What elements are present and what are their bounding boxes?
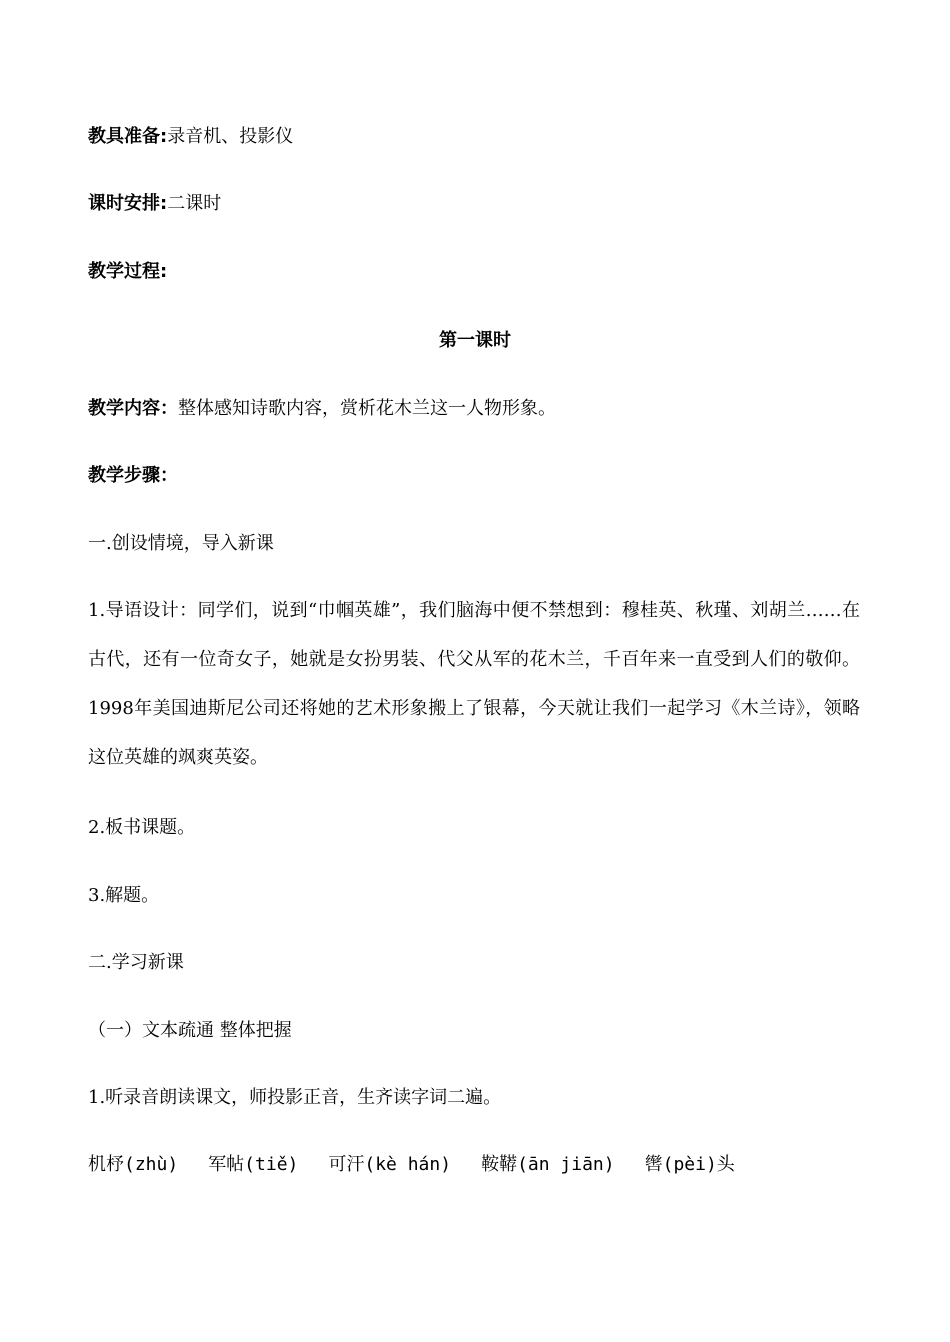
intro-paragraph: 1.导语设计：同学们，说到“巾帼英雄”，我们脑海中便不禁想到：穆桂英、秋瑾、刘胡兰……在古代，还有一位奇女子，她就是女扮男装、代父从军的花木兰，千百年来一直受到人们的敬仰。1998年美国迪斯尼公司还将她的艺术形象搬上了银幕，今天就让我们一起学习《木兰诗》，领略这位英雄的飒爽英姿。 (88, 600, 860, 768)
section-1-heading: 一.创设情境，导入新课 (88, 533, 274, 554)
pinyin-item: 军帖(tiě) (208, 1154, 299, 1175)
steps-label: 教学步骤： (88, 465, 178, 486)
process-label: 教学过程: (88, 261, 168, 282)
tools-line (88, 124, 293, 150)
section-2-heading: 二.学习新课 (88, 952, 184, 973)
pinyin-item: 可汗(kè hán) (328, 1154, 452, 1175)
content-label: 教学内容： (88, 398, 178, 419)
subsection-1-heading: （一）文本疏通 整体把握 (88, 1020, 292, 1041)
schedule-label: 课时安排: (88, 193, 168, 214)
item-2: 2.板书课题。 (88, 817, 196, 838)
schedule-line (88, 191, 221, 217)
pinyin-list (88, 1152, 765, 1178)
schedule-value: 二课时 (167, 193, 222, 214)
pinyin-item: 鞍鞯(ān jiān) (481, 1154, 615, 1175)
pinyin-item: 机杼(zhù) (88, 1154, 179, 1175)
sub-item-1: 1.听录音朗读课文，师投影正音，生齐读字词二遍。 (88, 1087, 502, 1108)
lesson-title: 第一课时 (439, 330, 511, 351)
pinyin-item: 辔(pèi)头 (644, 1154, 735, 1175)
tools-label: 教具准备: (88, 126, 168, 147)
tools-value: 录音机、投影仪 (167, 126, 294, 147)
item-3: 3.解题。 (88, 885, 160, 906)
content-value: 整体感知诗歌内容，赏析花木兰这一人物形象。 (178, 398, 556, 419)
content-line (88, 396, 556, 422)
